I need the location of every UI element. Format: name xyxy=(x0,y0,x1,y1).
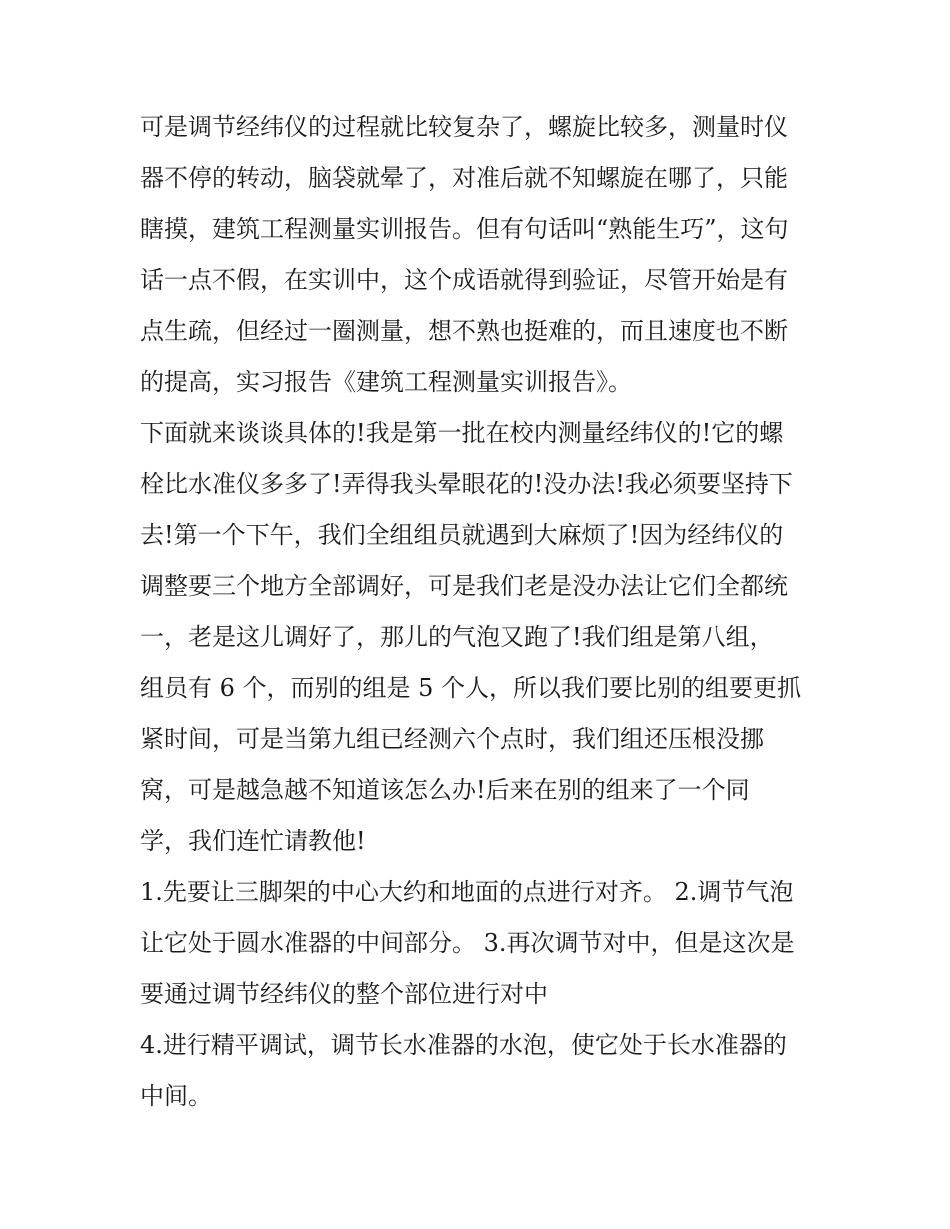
text-line: 栓比水准仪多多了!弄得我头晕眼花的!没办法!我必须要坚持下 xyxy=(140,470,793,498)
text-line: 下面就来谈谈具体的!我是第一批在校内测量经纬仪的!它的螺 xyxy=(140,419,784,447)
text-line: 学，我们连忙请教他! xyxy=(140,827,366,855)
text-line: 话一点不假，在实训中，这个成语就得到验证，尽管开始是有 xyxy=(140,266,788,294)
text-line: 调整要三个地方全部调好，可是我们老是没办法让它们全都统 xyxy=(140,572,788,600)
text-line: 4.进行精平调试，调节长水准器的水泡，使它处于长水准器的 xyxy=(140,1031,787,1059)
text-line: 器不停的转动，脑袋就晕了，对准后就不知螺旋在哪了，只能 xyxy=(140,164,788,192)
text-line: 的提高，实习报告《建筑工程测量实训报告》。 xyxy=(140,368,632,396)
text-line: 1.先要让三脚架的中心大约和地面的点进行对齐。 2.调节气泡 xyxy=(140,878,794,906)
text-line: 窝，可是越急越不知道该怎么办!后来在别的组来了一个同 xyxy=(140,776,750,804)
text-line: 紧时间，可是当第九组已经测六个点时，我们组还压根没挪 xyxy=(140,725,764,753)
text-line: 要通过调节经纬仪的整个部位进行对中 xyxy=(140,980,548,1008)
text-line: 去!第一个下午，我们全组组员就遇到大麻烦了!因为经纬仪的 xyxy=(140,521,784,549)
text-line: 一，老是这儿调好了，那儿的气泡又跑了!我们组是第八组， xyxy=(140,623,774,651)
text-line: 可是调节经纬仪的过程就比较复杂了，螺旋比较多，测量时仪 xyxy=(140,113,788,141)
text-line: 让它处于圆水准器的中间部分。 3.再次调节对中，但是这次是 xyxy=(140,929,795,957)
text-line: 点生疏，但经过一圈测量，想不熟也挺难的，而且速度也不断 xyxy=(140,317,788,345)
text-line: 中间。 xyxy=(140,1082,212,1110)
text-line: 组员有 6 个，而别的组是 5 个人，所以我们要比别的组要更抓 xyxy=(140,674,802,702)
text-line: 瞎摸，建筑工程测量实训报告。但有句话叫“熟能生巧”，这句 xyxy=(140,215,789,243)
